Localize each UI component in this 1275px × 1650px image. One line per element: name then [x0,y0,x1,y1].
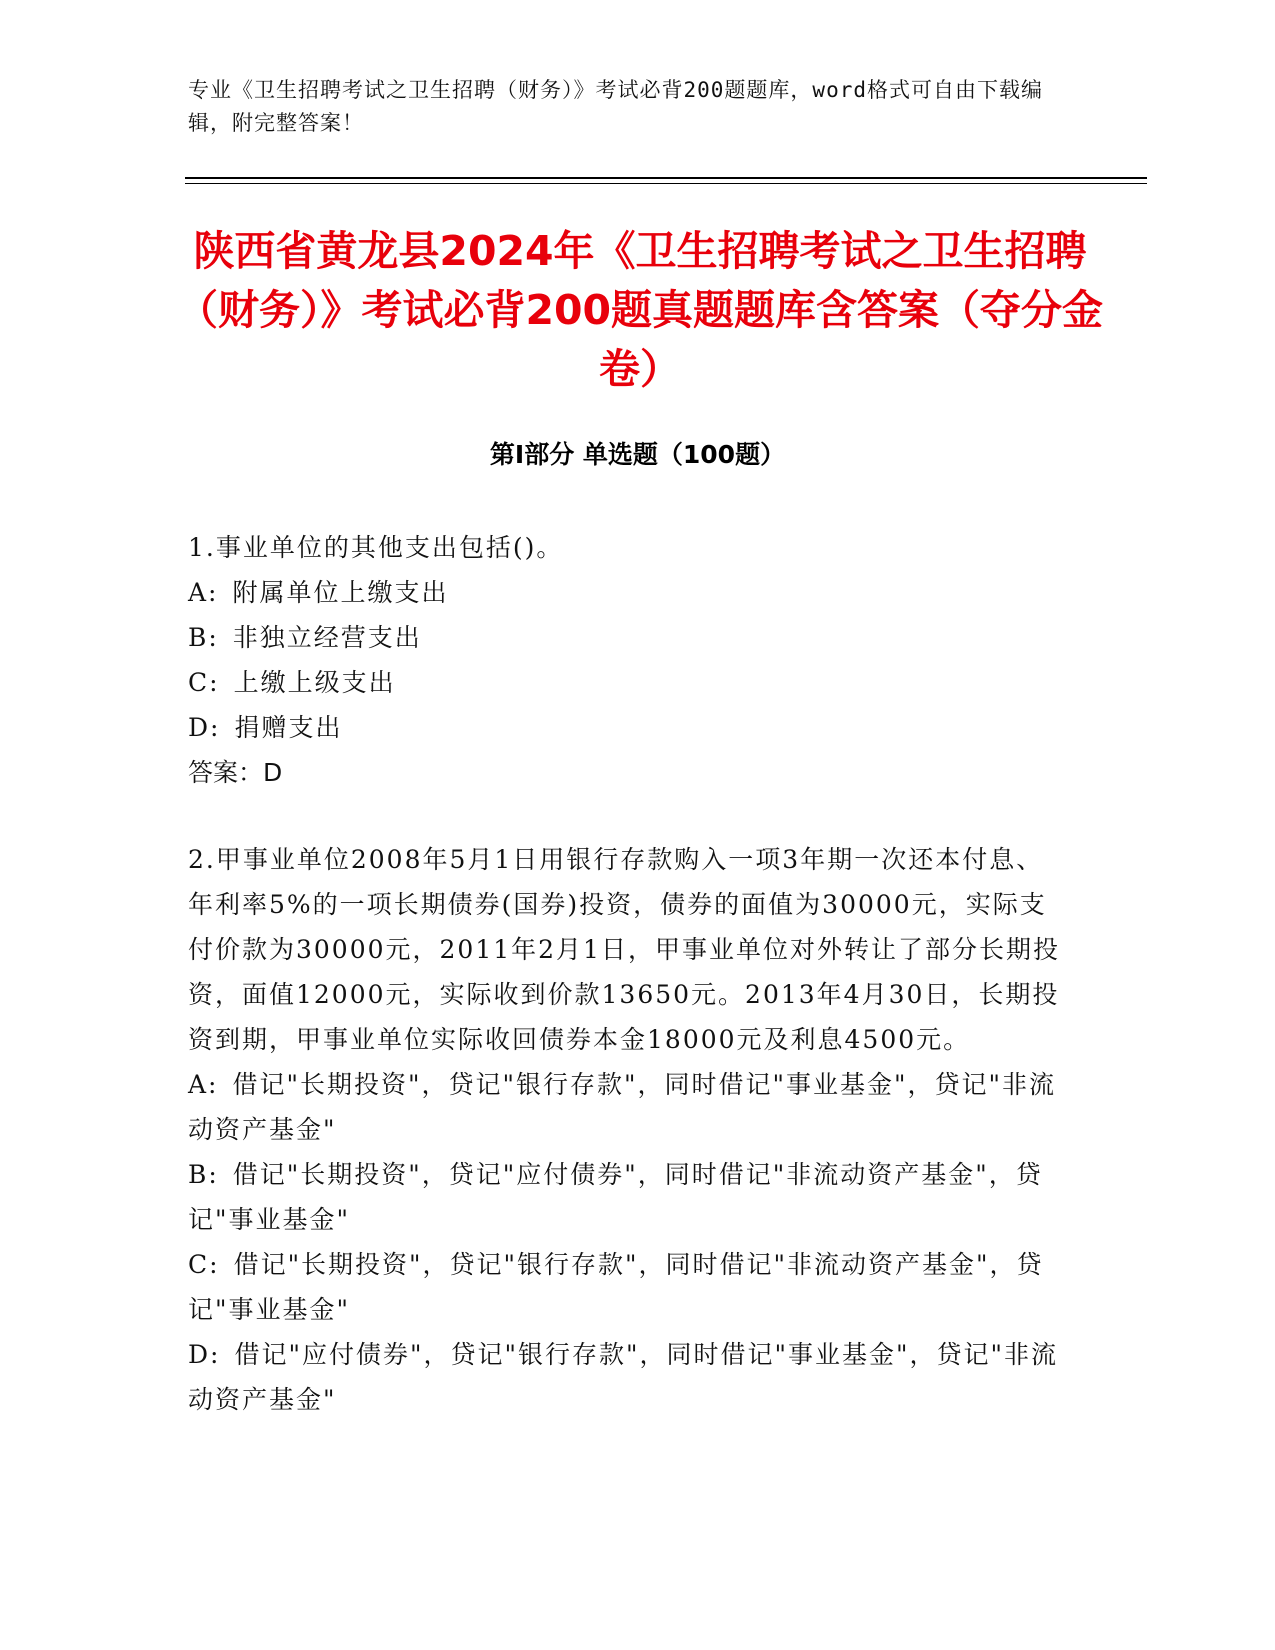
question-list [188,525,1068,1464]
header-note: 专业《卫生招聘考试之卫生招聘（财务）》考试必背200题题库，word格式可自由下载编辑，附完整答案！ [188,78,1043,135]
option-c [188,1242,1068,1332]
option-b [188,615,1068,660]
option-text: 非独立经营支出 [232,623,422,652]
question-2 [188,837,1068,1422]
option-letter: C: [188,1250,220,1279]
section-heading: 第Ⅰ部分 单选题（100题） [489,440,786,469]
option-d [188,705,1068,750]
header-divider-thick [185,177,1147,179]
header-divider-thin [185,183,1147,184]
option-text: 上缴上级支出 [233,668,396,697]
option-d [188,1332,1068,1422]
option-text: 借记"长期投资"，贷记"应付债券"，同时借记"非流动资产基金"，贷记"事业基金" [188,1160,1043,1234]
option-text: 借记"长期投资"，贷记"银行存款"，同时借记"事业基金"，贷记"非流动资产基金" [188,1070,1056,1144]
option-b [188,1152,1068,1242]
question-stem: 1.事业单位的其他支出包括()。 [188,533,564,562]
option-letter: C: [188,668,220,697]
answer-line: 答案：D [188,758,283,787]
option-letter: B: [188,623,219,652]
question-1 [188,525,1068,795]
option-c [188,660,1068,705]
option-letter: A: [188,578,219,607]
document-title: 陕西省黄龙县2024年《卫生招聘考试之卫生招聘（财务）》考试必背200题真题题库含答案（夺分金卷） [176,227,1104,393]
option-letter: D: [188,1340,221,1369]
option-letter: A: [188,1070,219,1099]
option-a [188,1062,1068,1152]
option-text: 附属单位上缴支出 [232,578,449,607]
option-text: 捐赠支出 [234,713,343,742]
option-letter: D: [188,713,221,742]
option-a [188,570,1068,615]
option-text: 借记"应付债券"，贷记"银行存款"，同时借记"事业基金"，贷记"非流动资产基金" [188,1340,1058,1414]
option-letter: B: [188,1160,219,1189]
question-stem: 2.甲事业单位2008年5月1日用银行存款购入一项3年期一次还本付息、年利率5%的一项长期债券(国券)投资，债券的面值为30000元，实际支付价款为30000元，2011年2月1日，甲事业单位对外转让了部分长期投资，面值12000元，实际收到价款13650元。2013年4月30日，长期投资到期，甲事业单位实际收回债券本金18000元及利息4500元。 [188,845,1060,1054]
option-text: 借记"长期投资"，贷记"银行存款"，同时借记"非流动资产基金"，贷记"事业基金" [188,1250,1044,1324]
